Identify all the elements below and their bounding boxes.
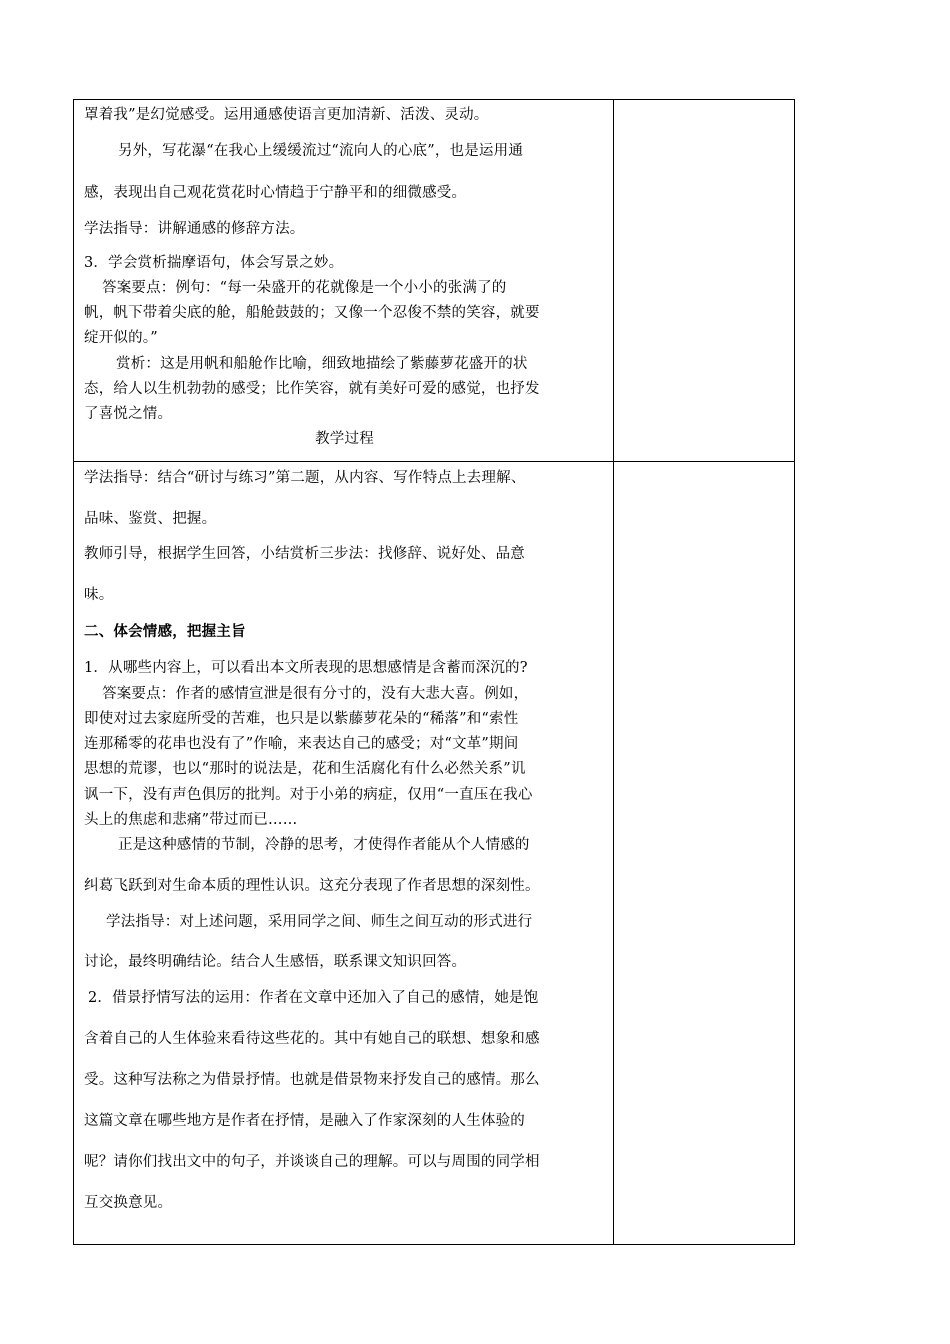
- text-line: 纠葛飞跃到对生命本质的理性认识。这充分表现了作者思想的深刻性。: [84, 878, 540, 894]
- text-line: 呢？请你们找出文中的句子，并谈谈自己的理解。可以与周围的同学相: [84, 1154, 540, 1170]
- text-line: 罩着我”是幻觉感受。运用通感使语言更加清新、活泼、灵动。: [84, 107, 489, 123]
- text-line: 绽开似的。”: [84, 330, 158, 346]
- text-line: 互交换意见。: [84, 1195, 173, 1211]
- notes-cell-bottom: [613, 461, 795, 1245]
- text-line: 味。: [84, 587, 114, 603]
- text-line: 思想的荒谬，也以“那时的说法是，花和生活腐化有什么必然关系”讥: [84, 761, 526, 777]
- text-line: 1．从哪些内容上，可以看出本文所表现的思想感情是含蓄而深沉的?: [84, 660, 528, 676]
- content-cell-bottom: [73, 461, 614, 1245]
- text-line: 3．学会赏析揣摩语句，体会写景之妙。: [84, 255, 344, 271]
- text-line: 帆，帆下带着尖底的舱，船舱鼓鼓的；又像一个忍俊不禁的笑容，就要: [84, 305, 540, 321]
- lesson-table: [73, 99, 795, 1245]
- text-line: 连那稀零的花串也没有了”作喻，来表达自己的感受；对“文革”期间: [84, 736, 519, 752]
- text-line: 学法指导：结合“研讨与练习”第二题，从内容、写作特点上去理解、: [84, 470, 526, 486]
- text-line: 学法指导：讲解通感的修辞方法。: [84, 221, 305, 237]
- text-line: 了喜悦之情。: [84, 406, 173, 422]
- text-line: 这篇文章在哪些地方是作者在抒情，是融入了作家深刻的人生体验的: [84, 1113, 525, 1129]
- text-line: 另外，写花瀑“在我心上缓缓流过“流向人的心底”，也是运用通: [118, 143, 524, 159]
- text-line: 受。这种写法称之为借景抒情。也就是借景物来抒发自己的感情。那么: [84, 1072, 540, 1088]
- content-cell-top: [73, 99, 614, 462]
- text-line: 即使对过去家庭所受的苦难，也只是以紫藤萝花朵的“稀落”和“索性: [84, 711, 519, 727]
- text-line: 讽一下，没有声色俱厉的批判。对于小弟的病症，仅用“一直压在我心: [84, 787, 533, 803]
- text-line: 赏析：这是用帆和船舱作比喻，细致地描绘了紫藤萝花盛开的状: [116, 356, 528, 372]
- text-line: 答案要点：例句：“每一朵盛开的花就像是一个小小的张满了的: [102, 280, 507, 296]
- text-line: 感，表现出自己观花赏花时心情趋于宁静平和的细微感受。: [84, 185, 467, 201]
- text-line: 学法指导：对上述问题，采用同学之间、师生之间互动的形式进行: [106, 914, 533, 930]
- text-line: 头上的焦虑和悲痛”带过而已……: [84, 812, 298, 828]
- notes-cell-top: [613, 99, 795, 462]
- section-header: 教学过程: [315, 431, 374, 447]
- text-line: 含着自己的人生体验来看待这些花的。其中有她自己的联想、想象和感: [84, 1031, 540, 1047]
- text-line: 讨论，最终明确结论。结合人生感悟，联系课文知识回答。: [84, 954, 467, 970]
- text-line: 答案要点：作者的感情宣泄是很有分寸的，没有大悲大喜。例如，: [102, 686, 529, 702]
- text-line: 正是这种感情的节制，冷静的思考，才使得作者能从个人情感的: [118, 837, 530, 853]
- text-line: 2．借景抒情写法的运用：作者在文章中还加入了自己的感情，她是饱: [88, 990, 539, 1006]
- text-line: 教师引导，根据学生回答，小结赏析三步法：找修辞、说好处、品意: [84, 546, 525, 562]
- text-line: 态，给人以生机勃勃的感受；比作笑容，就有美好可爱的感觉，也抒发: [84, 381, 540, 397]
- section-heading: 二、体会情感，把握主旨: [84, 623, 246, 640]
- text-line: 品味、鉴赏、把握。: [84, 511, 217, 527]
